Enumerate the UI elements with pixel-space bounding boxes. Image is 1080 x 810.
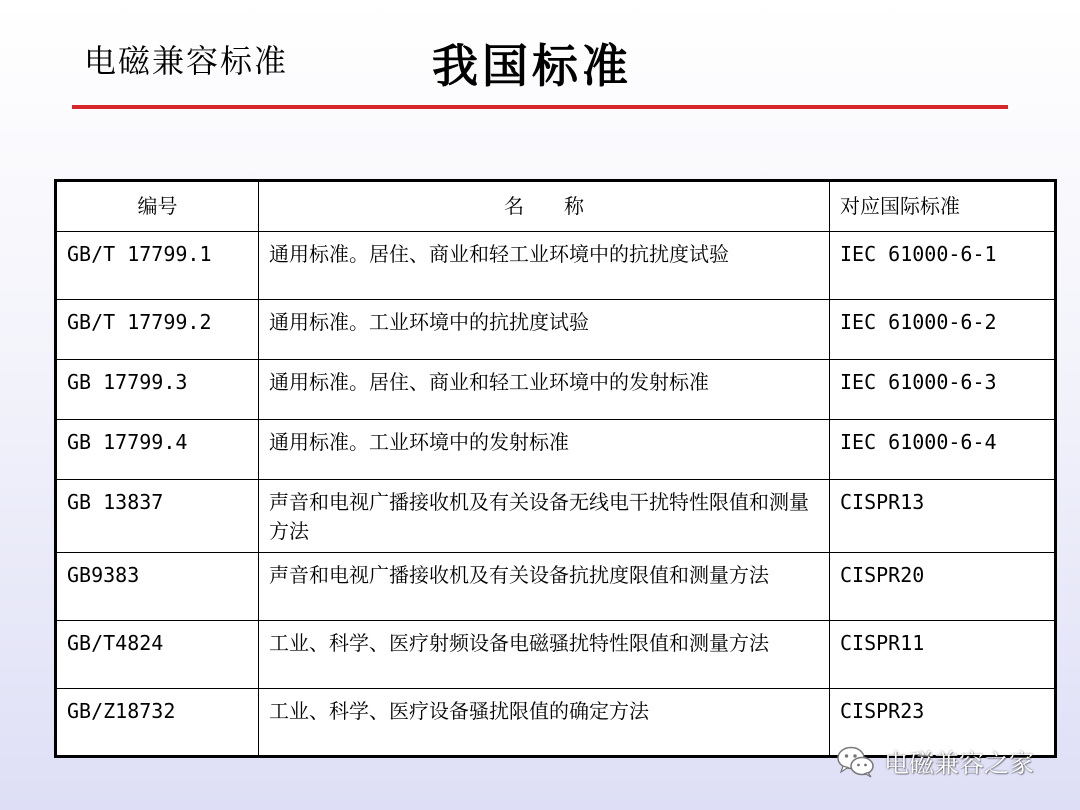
watermark-text: 电磁兼容之家 — [884, 749, 1035, 778]
column-header-code: 编号 — [56, 181, 259, 232]
table-row — [56, 480, 1056, 553]
cell-name: 通用标准。居住、商业和轻工业环境中的发射标准 — [259, 360, 830, 420]
cell-code: GB 17799.4 — [56, 420, 259, 480]
cell-name: 声音和电视广播接收机及有关设备抗扰度限值和测量方法 — [259, 553, 830, 621]
cell-code: GB 17799.3 — [56, 360, 259, 420]
cell-name: 通用标准。工业环境中的发射标准 — [259, 420, 830, 480]
table-row — [56, 360, 1056, 420]
column-header-name: 名 称 — [259, 181, 830, 232]
cell-code: GB9383 — [56, 553, 259, 621]
cell-code: GB/T 17799.2 — [56, 300, 259, 360]
cell-intl: CISPR23 — [830, 689, 1056, 757]
cell-intl: CISPR20 — [830, 553, 1056, 621]
cell-code: GB/T4824 — [56, 621, 259, 689]
title-divider — [72, 105, 1008, 109]
wechat-icon — [836, 745, 876, 779]
cell-code: GB 13837 — [56, 480, 259, 553]
cell-name: 工业、科学、医疗射频设备电磁骚扰特性限值和测量方法 — [259, 621, 830, 689]
standards-table — [54, 179, 1057, 758]
table-row — [56, 621, 1056, 689]
cell-code: GB/Z18732 — [56, 689, 259, 757]
cell-intl: IEC 61000-6-4 — [830, 420, 1056, 480]
cell-intl: IEC 61000-6-2 — [830, 300, 1056, 360]
cell-name: 声音和电视广播接收机及有关设备无线电干扰特性限值和测量方法 — [259, 480, 830, 553]
table-row — [56, 420, 1056, 480]
table-row — [56, 232, 1056, 300]
cell-name: 工业、科学、医疗设备骚扰限值的确定方法 — [259, 689, 830, 757]
cell-intl: IEC 61000-6-1 — [830, 232, 1056, 300]
watermark — [836, 744, 1034, 780]
cell-name: 通用标准。工业环境中的抗扰度试验 — [259, 300, 830, 360]
table-header-row — [56, 181, 1056, 232]
column-header-intl: 对应国际标准 — [830, 181, 1056, 232]
cell-name: 通用标准。居住、商业和轻工业环境中的抗扰度试验 — [259, 232, 830, 300]
cell-code: GB/T 17799.1 — [56, 232, 259, 300]
cell-intl: CISPR11 — [830, 621, 1056, 689]
section-subject: 电磁兼容标准 — [84, 42, 289, 80]
table-row — [56, 300, 1056, 360]
cell-intl: IEC 61000-6-3 — [830, 360, 1056, 420]
cell-intl: CISPR13 — [830, 480, 1056, 553]
table-row — [56, 553, 1056, 621]
page-title: 我国标准 — [432, 39, 632, 93]
